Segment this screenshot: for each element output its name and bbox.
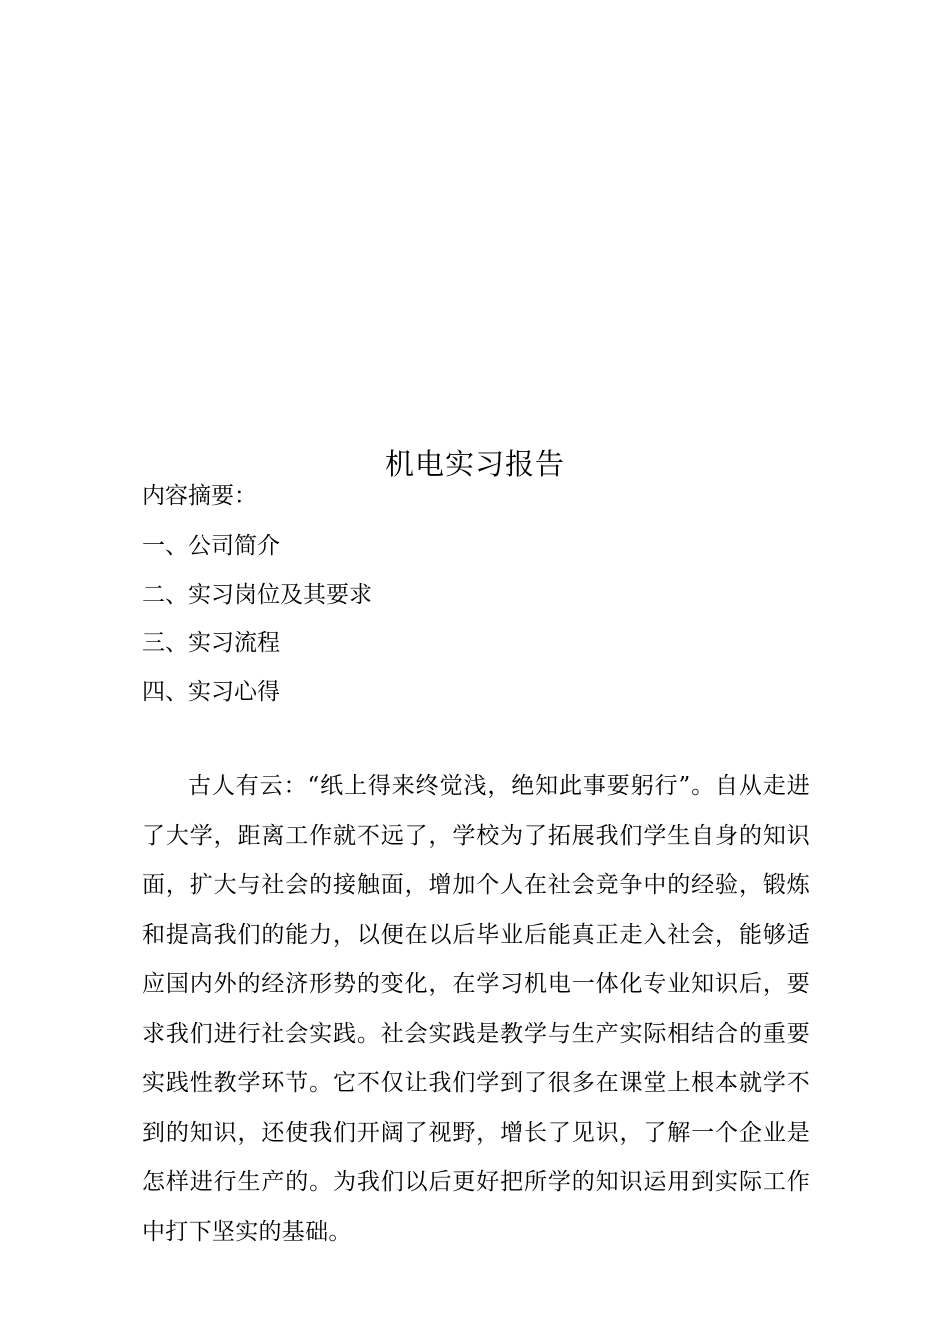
- toc-item-positions: 二、实习岗位及其要求: [142, 581, 372, 608]
- table-of-contents: [142, 526, 372, 720]
- summary-label: 内容摘要：: [142, 483, 257, 509]
- document-title: 机电实习报告: [384, 447, 565, 481]
- toc-item-process: 三、实习流程: [142, 630, 280, 656]
- toc-item-company-intro: 一、公司简介: [142, 533, 280, 559]
- intro-paragraph: 古人有云：“纸上得来终觉浅，绝知此事要躬行”。自从走进了大学，距离工作就不远了，学校为了拓展我们学生自身的知识面，扩大与社会的接触面，增加个人在社会竞争中的经验，锻炼和提高我们的能力，以便在以后毕业后能真正走入社会，能够适应国内外的经济形势的变化，在学习机电一体化专业知识后，要求我们进行社会实践。社会实践是教学与生产实际相结合的重要实践性教学环节。它不仅让我们学到了很多在课堂上根本就学不到的知识，还使我们开阔了视野，增长了见识，了解一个企业是怎样进行生产的。为我们以后更好把所学的知识运用到实际工作中打下坚实的基础。: [142, 773, 810, 1245]
- toc-item-reflections: 四、实习心得: [142, 678, 280, 705]
